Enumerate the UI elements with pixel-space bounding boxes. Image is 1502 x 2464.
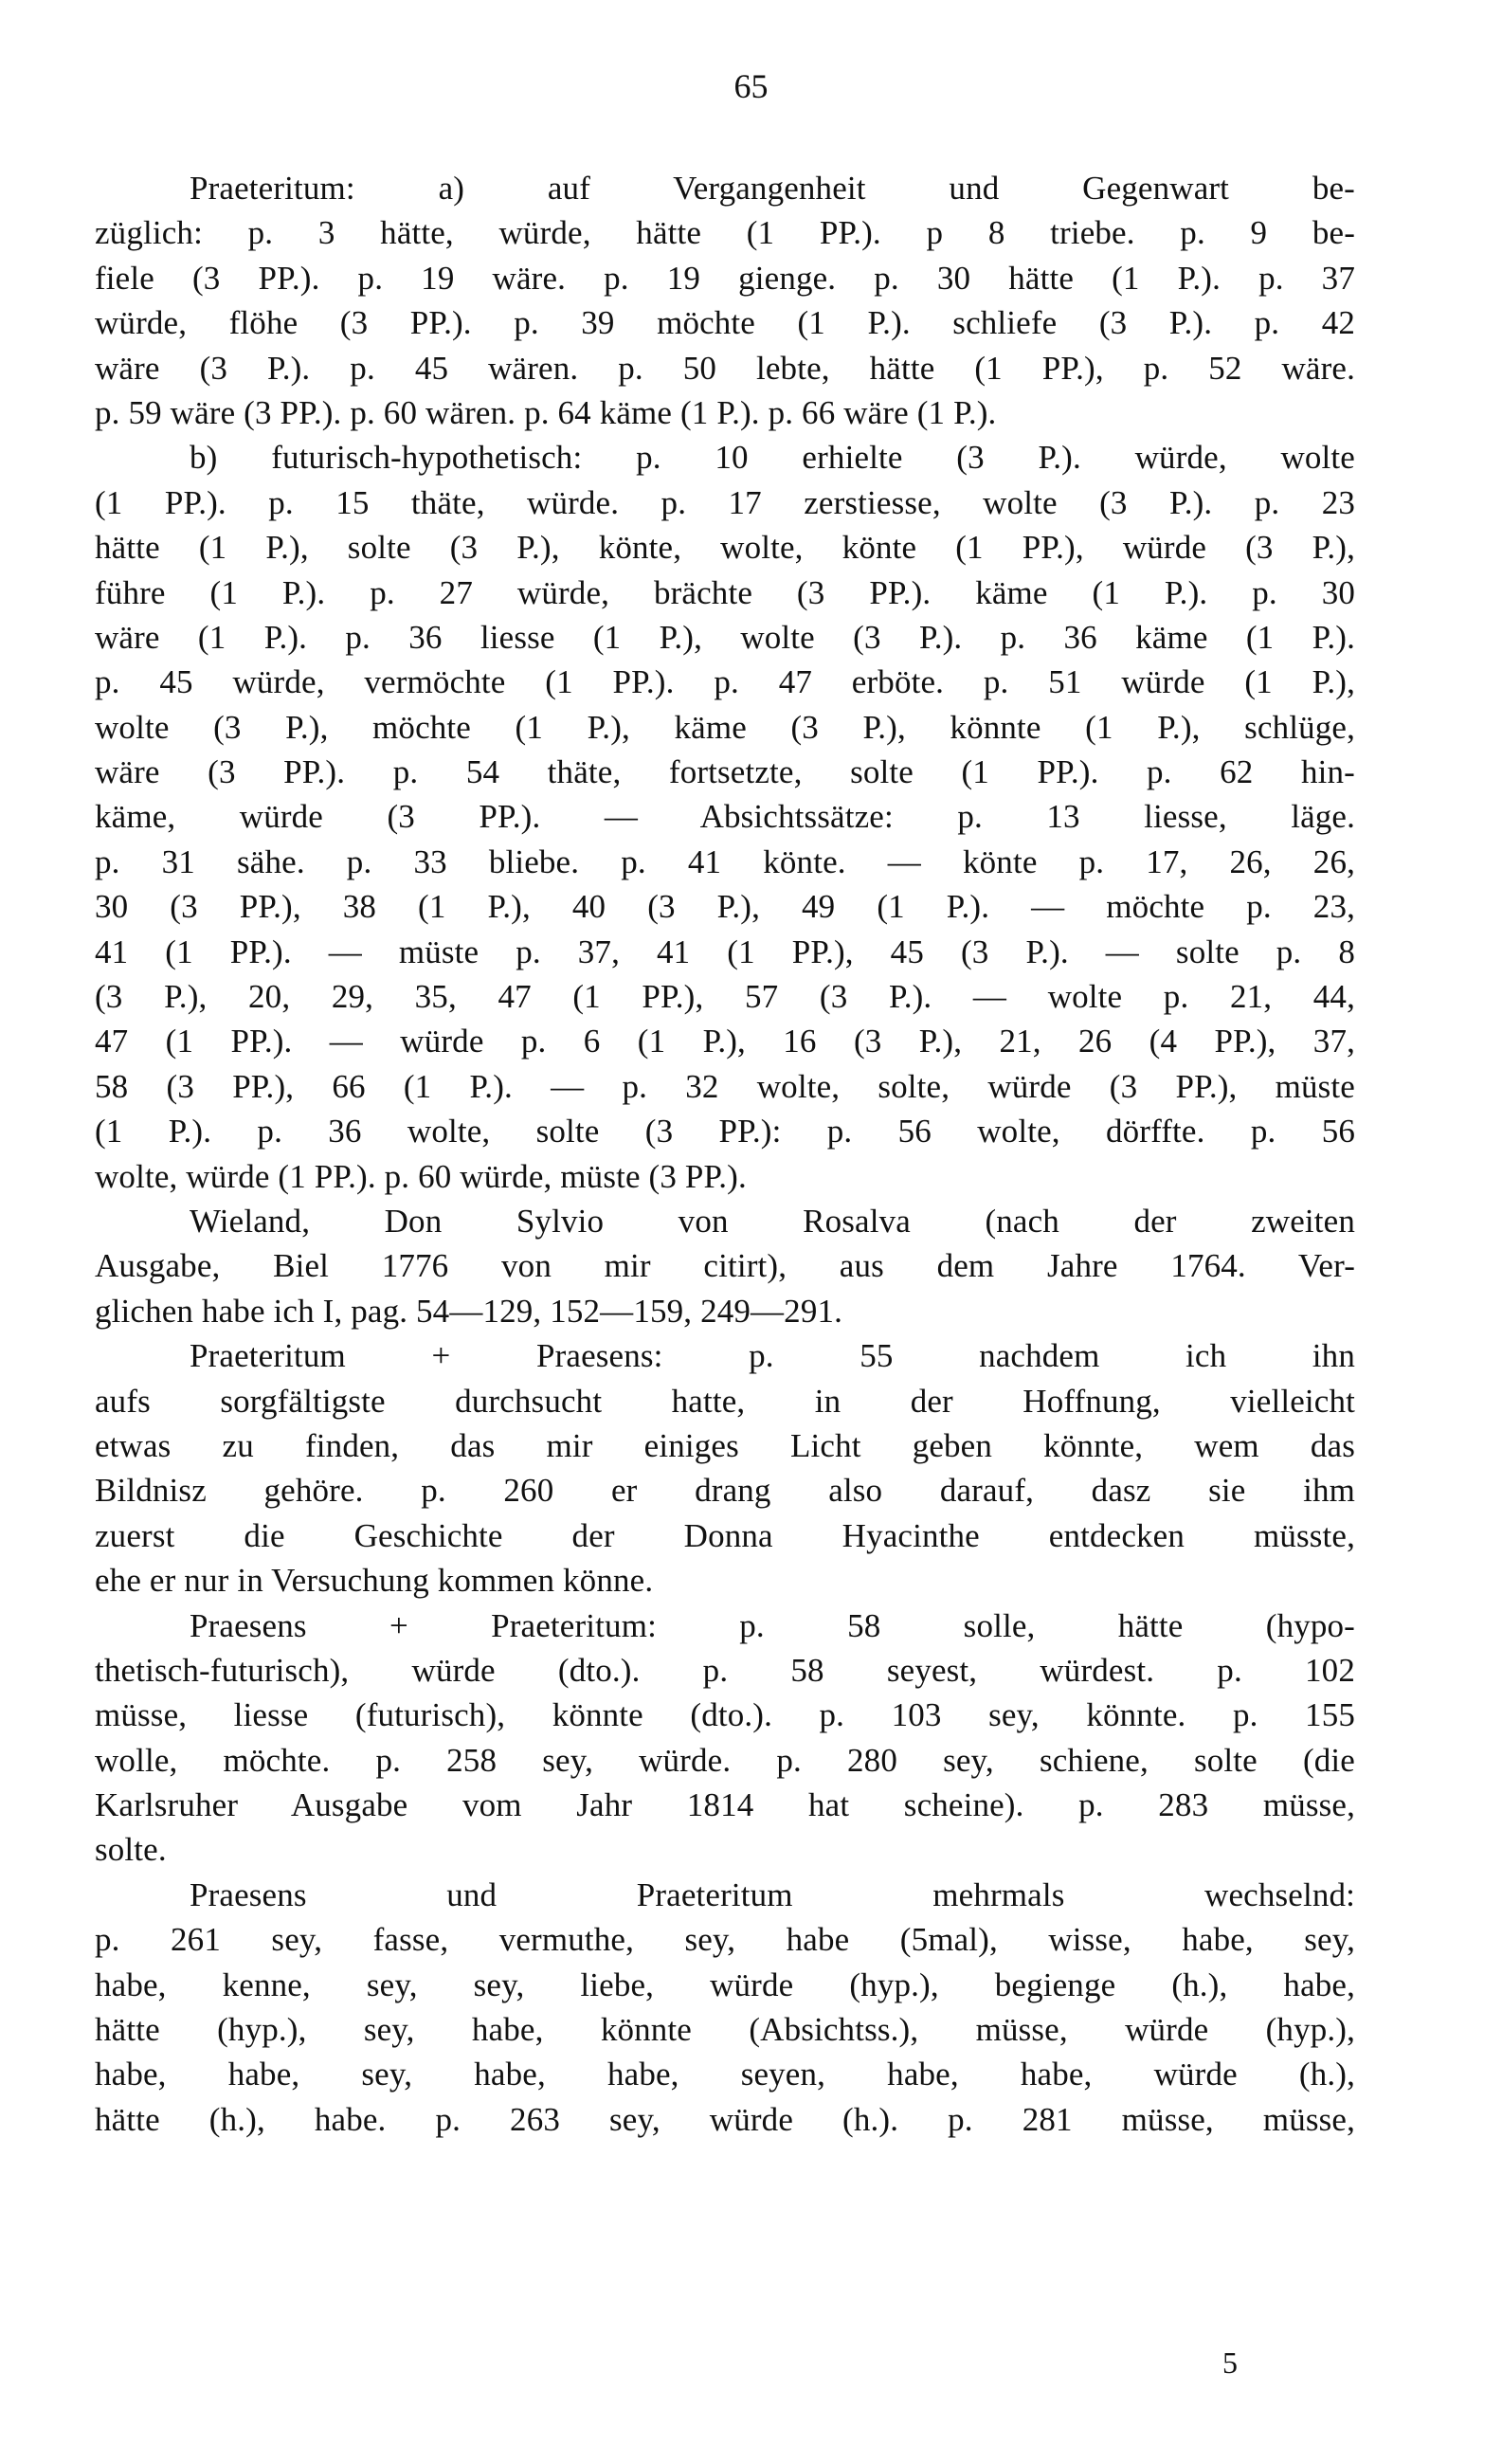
- text-line: 58 (3 PP.), 66 (1 P.). — p. 32 wolte, solte, würde (3 PP.), müste: [95, 1067, 1355, 1105]
- text-line: b) futurisch-hypothetisch: p. 10 erhielte (3 P.). würde, wolte: [190, 439, 1355, 477]
- page-number: 65: [733, 67, 769, 105]
- text-line: zuerst die Geschichte der Donna Hyacinthe entdecken müsste,: [95, 1516, 1355, 1554]
- text-line: solte.: [95, 1831, 167, 1869]
- text-line: fiele (3 PP.). p. 19 wäre. p. 19 gienge. p. 30 hätte (1 P.). p. 37: [95, 259, 1355, 297]
- text-line: p. 45 würde, vermöchte (1 PP.). p. 47 erböte. p. 51 würde (1 P.),: [95, 663, 1355, 701]
- text-line: Bildnisz gehöre. p. 260 er drang also darauf, dasz sie ihm: [95, 1472, 1355, 1510]
- text-line: ehe er nur in Versuchung kommen könne.: [95, 1562, 654, 1600]
- text-line: habe, kenne, sey, sey, liebe, würde (hyp.), begienge (h.), habe,: [95, 1966, 1355, 2003]
- text-line: führe (1 P.). p. 27 würde, brächte (3 PP.). käme (1 P.). p. 30: [95, 573, 1355, 611]
- text-line: Karlsruher Ausgabe vom Jahr 1814 hat scheine). p. 283 müsse,: [95, 1786, 1355, 1824]
- text-line: p. 261 sey, fasse, vermuthe, sey, habe (5mal), wisse, habe, sey,: [95, 1921, 1355, 1959]
- text-line: 47 (1 PP.). — würde p. 6 (1 P.), 16 (3 P.), 21, 26 (4 PP.), 37,: [95, 1023, 1355, 1060]
- text-line: wäre (3 PP.). p. 54 thäte, fortsetzte, solte (1 PP.). p. 62 hin-: [95, 753, 1355, 791]
- text-line: hätte (hyp.), sey, habe, könnte (Absichtss.), müsse, würde (hyp.),: [95, 2011, 1355, 2049]
- text-line: Praesens + Praeteritum: p. 58 solle, hätte (hypo-: [190, 1606, 1355, 1644]
- text-line: (1 P.). p. 36 wolte, solte (3 PP.): p. 56 wolte, dörffte. p. 56: [95, 1113, 1355, 1150]
- text-line: Wieland, Don Sylvio von Rosalva (nach der zweiten: [190, 1202, 1355, 1240]
- text-line: thetisch-futurisch), würde (dto.). p. 58 seyest, würdest. p. 102: [95, 1651, 1355, 1689]
- text-line: hätte (h.), habe. p. 263 sey, würde (h.). p. 281 müsse, müsse,: [95, 2100, 1355, 2138]
- text-line: p. 31 sähe. p. 33 bliebe. p. 41 könte. — könte p. 17, 26, 26,: [95, 842, 1355, 880]
- text-line: p. 59 wäre (3 PP.). p. 60 wären. p. 64 käme (1 P.). p. 66 wäre (1 P.).: [95, 393, 997, 431]
- signature-mark: 5: [1222, 2346, 1238, 2380]
- text-line: aufs sorgfältigste durchsucht hatte, in der Hoffnung, vielleicht: [95, 1382, 1355, 1420]
- text-line: 30 (3 PP.), 38 (1 P.), 40 (3 P.), 49 (1 P.). — möchte p. 23,: [95, 888, 1355, 926]
- text-line: Ausgabe, Biel 1776 von mir citirt), aus dem Jahre 1764. Ver-: [95, 1247, 1355, 1285]
- text-line: Praeteritum: a) auf Vergangenheit und Gegenwart be-: [190, 170, 1355, 207]
- text-line: wäre (3 P.). p. 45 wären. p. 50 lebte, hätte (1 PP.), p. 52 wäre.: [95, 349, 1355, 387]
- text-line: Praeteritum + Praesens: p. 55 nachdem ich ihn: [190, 1337, 1355, 1375]
- text-line: käme, würde (3 PP.). — Absichtssätze: p. 13 liesse, läge.: [95, 798, 1355, 836]
- text-line: müsse, liesse (futurisch), könnte (dto.). p. 103 sey, könnte. p. 155: [95, 1696, 1355, 1734]
- text-line: glichen habe ich I, pag. 54—129, 152—159, 249—291.: [95, 1292, 843, 1330]
- text-line: wäre (1 P.). p. 36 liesse (1 P.), wolte (3 P.). p. 36 käme (1 P.).: [95, 618, 1355, 656]
- text-line: wolte (3 P.), möchte (1 P.), käme (3 P.), könnte (1 P.), schlüge,: [95, 708, 1355, 746]
- text-line: würde, flöhe (3 PP.). p. 39 möchte (1 P.). schliefe (3 P.). p. 42: [95, 304, 1355, 342]
- body-text: [95, 166, 1355, 2142]
- text-line: Praesens und Praeteritum mehrmals wechselnd:: [190, 1875, 1355, 1913]
- text-line: züglich: p. 3 hätte, würde, hätte (1 PP.). p 8 triebe. p. 9 be-: [95, 214, 1355, 252]
- text-line: habe, habe, sey, habe, habe, seyen, habe, habe, würde (h.),: [95, 2056, 1355, 2093]
- text-line: (3 P.), 20, 29, 35, 47 (1 PP.), 57 (3 P.). — wolte p. 21, 44,: [95, 978, 1355, 1016]
- text-line: etwas zu finden, das mir einiges Licht geben könnte, wem das: [95, 1426, 1355, 1464]
- text-line: hätte (1 P.), solte (3 P.), könte, wolte, könte (1 PP.), würde (3 P.),: [95, 529, 1355, 567]
- text-line: wolle, möchte. p. 258 sey, würde. p. 280 sey, schiene, solte (die: [95, 1741, 1355, 1779]
- text-line: wolte, würde (1 PP.). p. 60 würde, müste (3 PP.).: [95, 1157, 747, 1195]
- text-line: 41 (1 PP.). — müste p. 37, 41 (1 PP.), 45 (3 P.). — solte p. 8: [95, 933, 1355, 970]
- text-line: (1 PP.). p. 15 thäte, würde. p. 17 zerstiesse, wolte (3 P.). p. 23: [95, 483, 1355, 521]
